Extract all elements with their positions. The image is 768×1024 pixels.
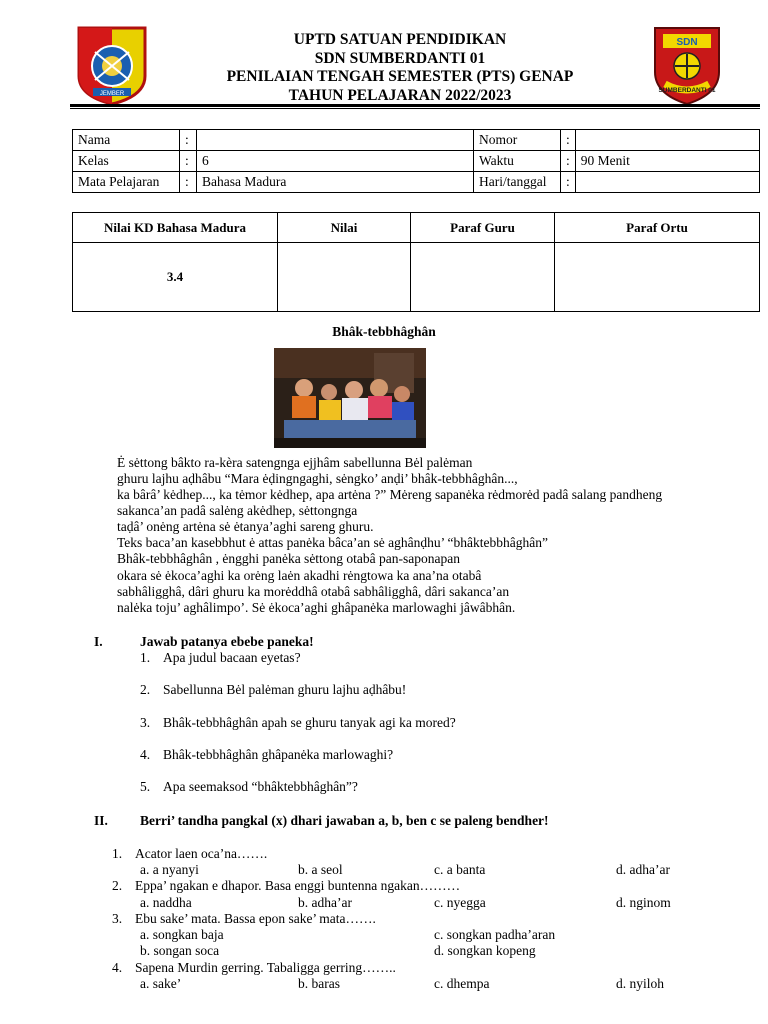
header-nilai: Nilai [278,213,411,243]
header-divider-thin [70,108,760,109]
header-line-4: TAHUN PELAJARAN 2022/2023 [288,87,512,104]
colon: : [561,130,576,151]
s2-q1-number: 1. [112,846,123,861]
score-row [73,243,760,312]
reading-line: okara sė ėkoca’aghi ka orėng laėn akadhi rėngtowa ka ana’na otabâ [117,568,482,583]
reading-line: Bhâk-tebbhâghân , ėngghi panėka sėttong otabâ pan-saponapan [117,551,461,566]
s2-q1-option-a[interactable]: a. a nyanyi [140,862,199,877]
reading-line: taḍâ’ onėng artėna sė ėtanya’aghi sareng ghuru. [117,519,374,534]
s2-q4-number: 4. [112,960,123,975]
reading-line: ghuru lajhu aḍhâbu “Mara ėḍingngaghi, sėngko’ anḍi’ bhâk-tebbhâghân..., [117,471,518,486]
reading-title: Bhâk-tebbhâghân [332,324,436,339]
header-nilai-kd: Nilai KD Bahasa Madura [73,213,278,243]
mapel-field[interactable]: Bahasa Madura [197,172,474,193]
s1-q1-number: 1. [140,650,151,665]
mapel-label: Mata Pelajaran [73,172,180,193]
s2-q1-text: Acator laen oca’na……. [135,846,268,861]
colon: : [561,172,576,193]
s2-q4-option-a[interactable]: a. sake’ [140,976,182,991]
classroom-photo [274,348,426,448]
s1-q1-text: Apa judul bacaan eyetas? [163,650,301,665]
section-2-number: II. [94,813,108,828]
score-header-row [73,213,760,243]
s2-q3-text: Ebu sake’ mata. Bassa epon sake’ mata……. [135,911,376,926]
s1-q3-number: 3. [140,715,151,730]
s2-q1-option-c[interactable]: c. a banta [434,862,486,877]
header-line-3: PENILAIAN TENGAH SEMESTER (PTS) GENAP [226,68,574,85]
waktu-field[interactable]: 90 Menit [575,151,759,172]
reading-line: Ė sėttong bâkto ra-kèra satengnga ejjhâm sabellunna Bėl palėman [117,455,473,470]
s1-q3-text: Bhâk-tebbhâghân apah se ghuru tanyak agi ka mored? [163,715,456,730]
jember-regency-logo [73,24,151,106]
header-divider [70,104,760,107]
colon: : [180,151,197,172]
s2-q4-text: Sapena Murdin gerring. Tabaligga gerring…….. [135,960,396,975]
left-logo-text: JEMBER [99,91,125,97]
s2-q2-option-a[interactable]: a. naddha [140,895,192,910]
s2-q3-option-c[interactable]: c. songkan padha’aran [434,927,556,942]
s1-q4-number: 4. [140,747,151,762]
nama-field[interactable] [197,130,474,151]
s2-q1-option-d[interactable]: d. adha’ar [616,862,670,877]
s1-q4-text: Bhâk-tebbhâghân ghâpanėka marlowaghi? [163,747,394,762]
header-paraf-ortu: Paraf Ortu [555,213,760,243]
right-logo-text: SUMBERDANTI 01 [658,87,716,94]
s2-q2-number: 2. [112,878,123,893]
info-row-kelas [73,151,760,172]
info-row-nama [73,130,760,151]
section-1-number: I. [94,634,103,649]
s2-q4-option-c[interactable]: c. dhempa [434,976,490,991]
nilai-cell[interactable] [278,243,411,312]
s2-q4-option-b[interactable]: b. baras [298,976,340,991]
header-line-2: SDN SUMBERDANTI 01 [314,50,486,67]
student-info-table [72,129,760,193]
s1-q5-number: 5. [140,779,151,794]
s2-q4-option-d[interactable]: d. nyiloh [616,976,665,991]
reading-line: sabhâligghâ, dâri ghuru ka morėddhâ otabâ sabhâligghâ, dâri sakanca’an [117,584,510,599]
nama-label: Nama [73,130,180,151]
s2-q2-option-b[interactable]: b. adha’ar [298,895,352,910]
s2-q3-option-b[interactable]: b. songan soca [140,943,220,958]
right-logo-top: SDN [676,37,698,48]
paraf-guru-cell[interactable] [411,243,555,312]
school-logo [645,22,729,106]
s2-q3-number: 3. [112,911,123,926]
score-table [72,212,760,312]
s2-q1-option-b[interactable]: b. a seol [298,862,343,877]
s1-q5-text: Apa seemaksod “bhâktebbhâghân”? [163,779,358,794]
s1-q2-text: Sabellunna Bėl palėman ghuru lajhu aḍhâbu! [163,682,407,697]
reading-line: Teks baca’an kasebbhut ė attas panėka bâca’an sė aghânḍhu’ “bhâktebbhâghân” [117,535,548,550]
header-paraf-guru: Paraf Guru [411,213,555,243]
header-line-1: UPTD SATUAN PENDIDIKAN [293,31,507,48]
s2-q3-option-a[interactable]: a. songkan baja [140,927,224,942]
colon: : [180,172,197,193]
section-1-title: Jawab patanya ebebe paneka! [140,634,314,649]
nomor-field[interactable] [575,130,759,151]
kelas-label: Kelas [73,151,180,172]
nomor-label: Nomor [474,130,561,151]
s2-q2-option-d[interactable]: d. nginom [616,895,671,910]
section-2-title: Berri’ tandha pangkal (x) dhari jawaban a, b, ben c se paleng bendher! [140,813,549,828]
s1-q2-number: 2. [140,682,151,697]
hari-field[interactable] [575,172,759,193]
waktu-label: Waktu [474,151,561,172]
reading-line: sakanca’an padâ salėng akėdhep, sėttongnga [117,503,358,518]
paraf-ortu-cell[interactable] [555,243,760,312]
colon: : [180,130,197,151]
reading-line: nalėka toju’ aghâlimpo’. Sė ėkoca’aghi ghâpanėka marlowaghi jâwâbhân. [117,600,516,615]
reading-line: ka bârâ’ kėdhep..., ka tėmor kėdhep, apa artėna ?” Mėreng sapanėka rėdmorėd padâ salang pandheng [117,487,663,502]
info-row-mapel [73,172,760,193]
hari-label: Hari/tanggal [474,172,561,193]
colon: : [561,151,576,172]
s2-q2-option-c[interactable]: c. nyegga [434,895,486,910]
s2-q3-option-d[interactable]: d. songkan kopeng [434,943,536,958]
s2-q2-text: Eppa’ ngakan e dhapor. Basa enggi buntenna ngakan……… [135,878,461,893]
kd-value: 3.4 [73,243,278,312]
kelas-field[interactable]: 6 [197,151,474,172]
